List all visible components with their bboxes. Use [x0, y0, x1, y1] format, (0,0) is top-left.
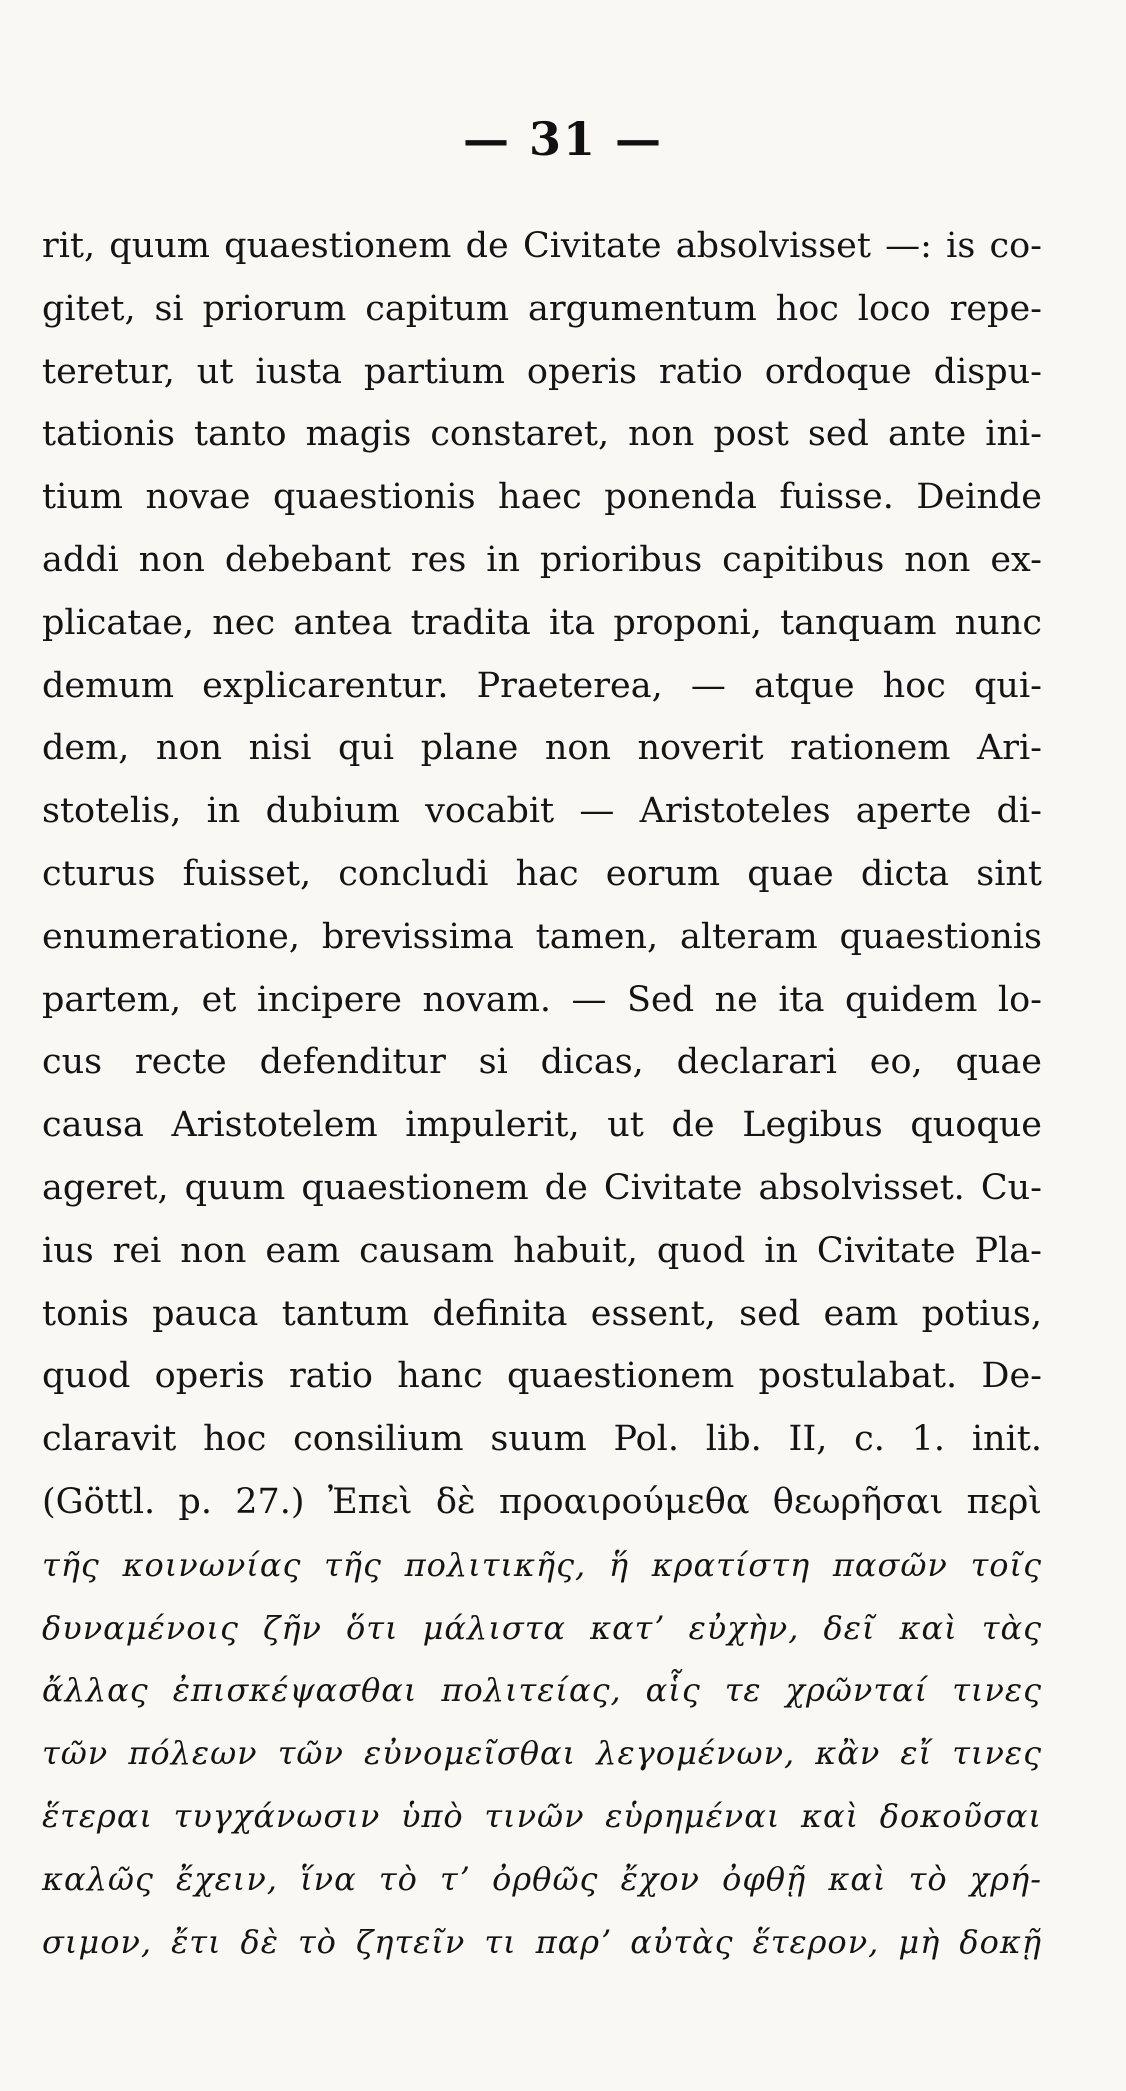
- text-line: demum explicarentur. Praeterea, — atque hoc qui-: [42, 665, 1042, 706]
- text-line: ius rei non eam causam habuit, quod in Civitate Pla-: [42, 1230, 1042, 1271]
- text-line: dem, non nisi qui plane non noverit rationem Ari-: [42, 728, 1042, 769]
- text-line: causa Aristotelem impulerit, ut de Legibus quoque: [42, 1105, 1042, 1146]
- text-line: rit, quum quaestionem de Civitate absolvisset —: is co-: [42, 226, 1042, 266]
- text-line: tonis pauca tantum definita essent, sed eam potius,: [42, 1293, 1042, 1334]
- body-text: [42, 215, 1042, 1973]
- page-number: — 31 —: [462, 112, 664, 166]
- text-line: tationis tanto magis constaret, non post sed ante ini-: [42, 414, 1042, 455]
- greek-quote-line: τῆς κοινωνίας τῆς πολιτικῆς, ἥ κρατίστη πασῶν τοῖς: [42, 1545, 1042, 1584]
- greek-quote-line: ἕτεραι τυγχάνωσιν ὑπὸ τινῶν εὑρημέναι καὶ δοκοῦσαι: [42, 1796, 1042, 1835]
- text-line: quod operis ratio hanc quaestionem postulabat. De-: [42, 1356, 1042, 1397]
- text-line: ageret, quum quaestionem de Civitate absolvisset. Cu-: [42, 1167, 1042, 1208]
- text-line: tium novae quaestionis haec ponenda fuisse. Deinde: [42, 477, 1042, 518]
- greek-quote-line: ἄλλας ἐπισκέψασθαι πολιτείας, αἷς τε χρῶνταί τινες: [42, 1671, 1042, 1710]
- greek-quote-line: σιμον, ἔτι δὲ τὸ ζητεῖν τι παρʼ αὐτὰς ἕτερον, μὴ δοκῇ: [42, 1922, 1042, 1961]
- text-line: plicatae, nec antea tradita ita proponi, tanquam nunc: [42, 602, 1042, 643]
- text-line: gitet, si priorum capitum argumentum hoc loco repe-: [42, 288, 1042, 329]
- text-line: (Göttl. p. 27.) Ἐπεὶ δὲ προαιρούμεθα θεωρῆσαι περὶ: [42, 1481, 1042, 1522]
- greek-quote-line: δυναμένοις ζῆν ὅτι μάλιστα κατʼ εὐχὴν, δεῖ καὶ τὰς: [42, 1608, 1042, 1647]
- text-line: addi non debebant res in prioribus capitibus non ex-: [42, 539, 1042, 580]
- text-line: partem, et incipere novam. — Sed ne ita quidem lo-: [42, 979, 1042, 1020]
- text-line: claravit hoc consilium suum Pol. lib. II, c. 1. init.: [42, 1419, 1042, 1460]
- text-line: cus recte defenditur si dicas, declarari eo, quae: [42, 1042, 1042, 1083]
- text-line: cturus fuisset, concludi hac eorum quae dicta sint: [42, 853, 1042, 894]
- greek-quote-line: καλῶς ἔχειν, ἵνα τὸ τʼ ὀρθῶς ἔχον ὀφθῇ καὶ τὸ χρή-: [42, 1859, 1042, 1898]
- greek-quote-line: τῶν πόλεων τῶν εὐνομεῖσθαι λεγομένων, κἂν εἴ τινες: [42, 1734, 1042, 1773]
- text-line: stotelis, in dubium vocabit — Aristoteles aperte di-: [42, 791, 1042, 832]
- text-line: teretur, ut iusta partium operis ratio ordoque dispu-: [42, 351, 1042, 392]
- text-line: enumeratione, brevissima tamen, alteram quaestionis: [42, 916, 1042, 957]
